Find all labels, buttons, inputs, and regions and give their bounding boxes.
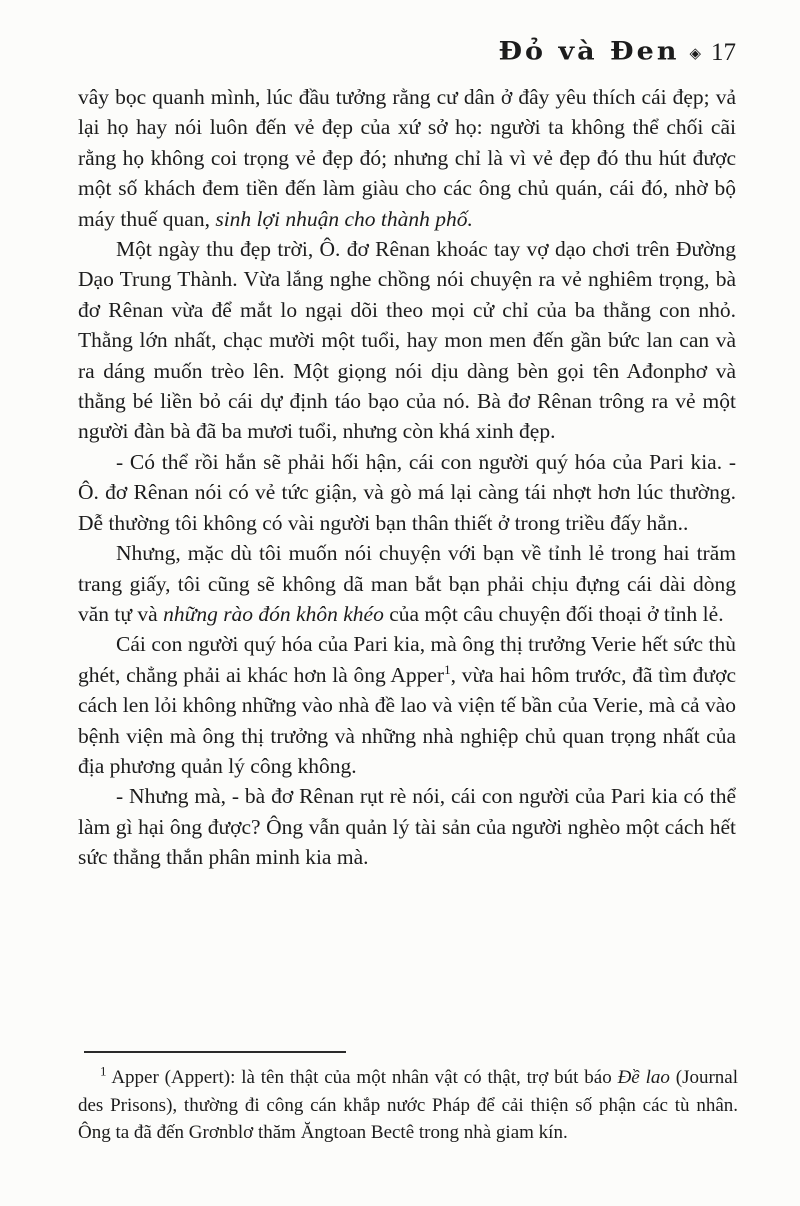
footnote-ref: 1 (100, 1063, 107, 1079)
diamond-ornament-icon: ◈ (689, 44, 701, 62)
page-body (78, 82, 736, 873)
footnote-ref: 1 (444, 661, 451, 677)
text-run: sinh lợi nhuận cho thành phố. (215, 206, 473, 231)
footnote (78, 1064, 738, 1147)
paragraph (78, 629, 736, 781)
text-run: của một câu chuyện đối thoại ở tỉnh lẻ. (383, 601, 724, 626)
text-run: Đề lao (617, 1067, 670, 1088)
text-run: Cái con người quý hóa của Pari kia, mà ông thị trưởng Verie hết sức thù ghét, chẳng phải ai khác hơn là ông Apper (78, 632, 736, 687)
text-run: Apper (Appert): là tên thật của một nhân vật có thật, trợ bút báo (106, 1067, 618, 1088)
paragraph (78, 447, 736, 538)
page-number: 17 (711, 39, 736, 66)
paragraph (78, 234, 736, 447)
text-run: , vừa hai hôm trước, đã tìm được cách len lỏi không những vào nhà đề lao và viện tế bần của Verie, mà cả vào bệnh viện mà ông thị trưởng và những nhà nghiệp chủ quan trọng nhất của địa phương quản lý công không. (78, 662, 736, 778)
footnote-separator (84, 1051, 346, 1053)
text-run: - Có thể rồi hắn sẽ phải hối hận, cái con người quý hóa của Pari kia. - Ô. đơ Rênan nói có vẻ tức giận, và gò má lại càng tái nhợt hơn lúc thường. Dễ thường tôi không có vài người bạn thân thiết ở trong triều đấy hẳn.. (78, 449, 736, 535)
text-run: Một ngày thu đẹp trời, Ô. đơ Rênan khoác tay vợ dạo chơi trên Đường Dạo Trung Thành. Vừa lắng nghe chồng nói chuyện ra vẻ nghiêm trọng, bà đơ Rênan vừa để mắt lo ngại dõi theo mọi cử chỉ của ba thằng con nhỏ. Thằng lớn nhất, chạc mười một tuổi, hay mon men đến gần bức lan can và ra dáng muốn trèo lên. Một giọng nói dịu dàng bèn gọi tên Ađonphơ và thằng bé liền bỏ cái dự định táo bạo của nó. Bà đơ Rênan trông ra vẻ một người đàn bà đã ba mươi tuổi, nhưng còn khá xinh đẹp. (78, 237, 736, 444)
running-header (498, 36, 736, 67)
text-run: - Nhưng mà, - bà đơ Rênan rụt rè nói, cái con người của Pari kia có thể làm gì hại ông được? Ông vẫn quản lý tài sản của người nghèo một cách hết sức thẳng thắn phân minh kia mà. (78, 784, 736, 870)
text-run: vây bọc quanh mình, lúc đầu tưởng rằng cư dân ở đây yêu thích cái đẹp; vả lại họ hay nói luôn đến vẻ đẹp của xứ sở họ: người ta không thể chối cãi rằng họ không coi trọng vẻ đẹp đó; nhưng chỉ là vì vẻ đẹp đó thu hút được một số khách đem tiền đến làm giàu cho các ông chủ quán, cái đó, nhờ bộ máy thuế quan, (78, 85, 736, 231)
text-run: Nhưng, mặc dù tôi muốn nói chuyện với bạn về tỉnh lẻ trong hai trăm trang giấy, tôi cũng sẽ không dã man bắt bạn phải chịu đựng cái dài dòng văn tự và (78, 541, 736, 626)
paragraph (78, 82, 736, 234)
book-title: Đỏ và Đen (498, 36, 680, 67)
paragraph (78, 781, 736, 872)
paragraph (78, 538, 736, 629)
text-run: (Journal des Prisons), thường đi công cán khắp nước Pháp để cải thiện số phận các tù nhân. Ông ta đã đến Grơnblơ thăm Ăngtoan Bectê trong nhà giam kín. (78, 1067, 738, 1144)
text-run: những rào đón khôn khéo (163, 601, 384, 626)
